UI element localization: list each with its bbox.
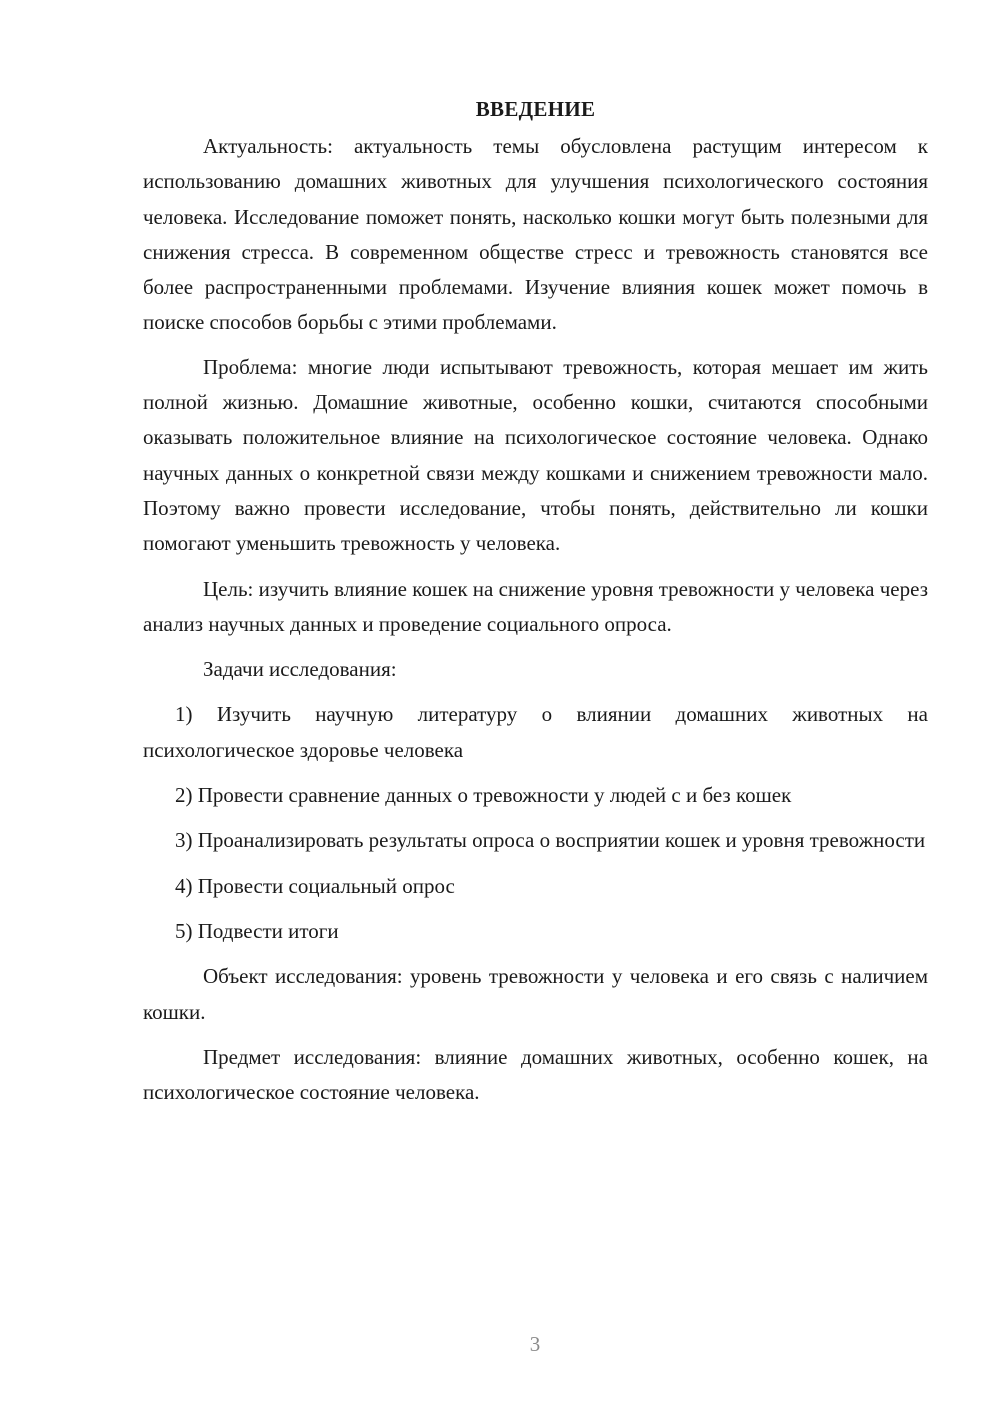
task-item-2: 2) Провести сравнение данных о тревожности у людей с и без кошек — [175, 783, 792, 808]
tasks-heading: Задачи исследования: — [203, 657, 397, 682]
task-item-3: 3) Проанализировать результаты опроса о восприятии кошек и уровня тревожности — [175, 828, 926, 853]
subject-paragraph: Предмет исследования: влияние домашних животных, особенно кошек, на психологическое состояние человека. — [143, 1044, 928, 1105]
relevance-paragraph: Актуальность: актуальность темы обусловлена растущим интересом к использованию домашних животных для улучшения психологического состояния человека. Исследование поможет понять, насколько кошки могут быть полезными для снижения стресса. В современном обществе стресс и тревожность становятся все более распространенными проблемами. Изучение влияния кошек может помочь в поиске способов борьбы с этими проблемами. — [143, 134, 928, 335]
document-page — [143, 92, 928, 1120]
task-item-4: 4) Провести социальный опрос — [175, 873, 455, 898]
task-item-1: 1) Изучить научную литературу о влиянии домашних животных на психологическое здоровье человека — [143, 702, 928, 762]
section-title: ВВЕДЕНИЕ — [475, 97, 596, 121]
goal-paragraph: Цель: изучить влияние кошек на снижение уровня тревожности у человека через анализ научных данных и проведение социального опроса. — [143, 576, 928, 636]
problem-paragraph: Проблема: многие люди испытывают тревожность, которая мешает им жить полной жизнью. Домашние животные, особенно кошки, считаются способными оказывать положительное влияние на психологическое состояние человека. Однако научных данных о конкретной связи между кошками и снижением тревожности мало. Поэтому важно провести исследование, чтобы понять, действительно ли кошки помогают уменьшить тревожность у человека. — [143, 354, 928, 556]
page-number: 3 — [529, 1332, 541, 1356]
task-item-5: 5) Подвести итоги — [175, 918, 339, 943]
object-paragraph: Объект исследования: уровень тревожности у человека и его связь с наличием кошки. — [143, 964, 928, 1024]
